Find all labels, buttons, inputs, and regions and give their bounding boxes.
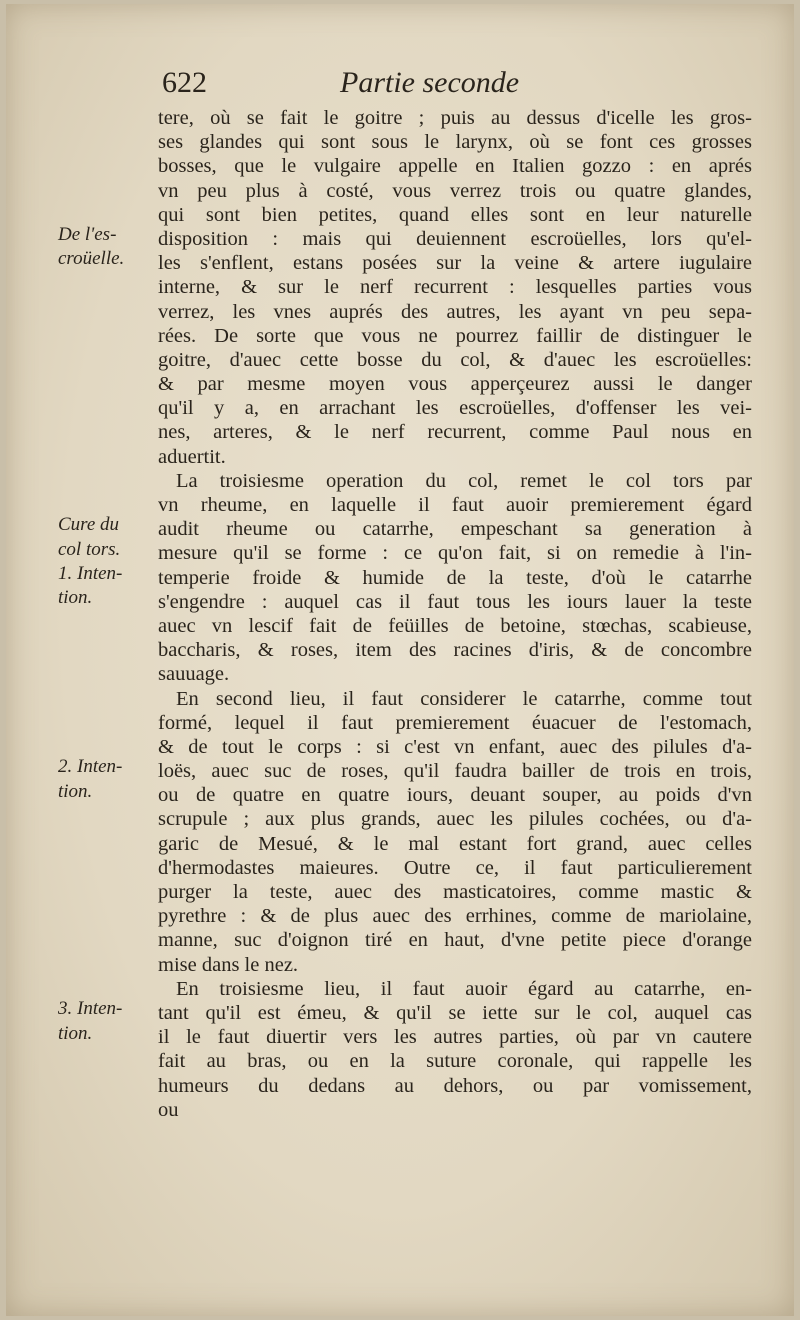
text-line: tant qu'il est émeu, & qu'il se iette sur le col, auquel cas [158, 1001, 752, 1024]
body-text [158, 106, 752, 1122]
text-line: rées. De sorte que vous ne pourrez faillir de distinguer le [158, 324, 752, 347]
margin-note: tion. [58, 1022, 93, 1044]
text-line: interne, & sur le nerf recurrent : lesquelles parties vous [158, 276, 752, 299]
text-line: temperie froide & humide de la teste, d'où le catarrhe [158, 566, 752, 589]
text-line: humeurs du dedans au dehors, ou par vomissement, [158, 1074, 752, 1097]
text-line: sauuage. [158, 663, 230, 686]
text-line: tere, où se fait le goitre ; puis au dessus d'icelle les gros- [158, 107, 752, 129]
margin-note: tion. [58, 587, 93, 608]
text-line: mesure qu'il se forme : ce qu'on fait, si on remedie à l'in- [158, 542, 752, 565]
margin-note: tion. [58, 780, 93, 802]
text-line: baccharis, & roses, item des racines d'iris, & de concombre [158, 639, 752, 662]
margin-note: croüelle. [58, 248, 125, 270]
page-number: 622 [162, 66, 207, 99]
text-line: qu'il y a, en arrachant les escroüelles, d'offenser les vei- [158, 397, 752, 420]
text-line: verrez, les vnes auprés des autres, les ayant vn peu sepa- [158, 300, 752, 323]
text-line: auec vn lescif fait de feüilles de betoine, stœchas, scabieuse, [158, 614, 752, 637]
text-line: loës, auec suc de roses, qu'il faudra bailler de trois en trois, [158, 760, 752, 783]
text-line: ses glandes qui sont sous le larynx, où se font ces grosses [158, 131, 752, 154]
text-line: il le faut diuertir vers les autres parties, où par vn cautere [158, 1026, 752, 1049]
text-line: goitre, d'auec cette bosse du col, & d'auec les escroüelles: [158, 348, 752, 371]
margin-note: col tors. [58, 538, 121, 560]
text-line: En second lieu, il faut considerer le catarrhe, comme tout [176, 687, 752, 710]
margin-note: De l'es- [58, 224, 117, 245]
text-line: garic de Mesué, & le mal estant fort grand, auec celles [158, 832, 752, 855]
margin-note: 3. Inten- [58, 998, 123, 1020]
text-line: fait au bras, ou en la suture coronale, qui rappelle les [158, 1050, 752, 1073]
text-line: scrupule ; aux plus grands, auec les pilules cochées, ou d'a- [158, 808, 752, 831]
text-line: s'engendre : auquel cas il faut tous les iours lauer la teste [158, 590, 752, 613]
text-line: La troisiesme operation du col, remet le col tors par [176, 469, 752, 492]
margin-note: 2. Inten- [58, 756, 123, 778]
text-line: formé, lequel il faut premierement éuacuer de l'estomach, [158, 711, 752, 734]
text-line: ou [158, 1098, 179, 1121]
text-line: manne, suc d'oignon tiré en haut, d'vne petite piece d'orange [158, 929, 752, 952]
margin-note: Cure du [58, 514, 120, 536]
text-line: mise dans le nez. [158, 953, 299, 976]
text-line: bosses, que le vulgaire appelle en Italien gozzo : en aprés [158, 155, 752, 178]
text-line: aduertit. [158, 445, 226, 468]
text-line: purger la teste, auec des masticatoires, comme mastic & [158, 881, 752, 903]
text-line: & de tout le corps : si c'est vn enfant, auec des pilules d'a- [158, 735, 752, 758]
text-line: pyrethre : & de plus auec des errhines, comme de mariolaine, [158, 905, 752, 928]
text-line: & par mesme moyen vous apperçeurez aussi le danger [158, 373, 752, 396]
text-line: vn peu plus à costé, vous verrez trois ou quatre glandes, [158, 179, 752, 202]
running-head: Partie seconde [340, 66, 520, 99]
text-line: qui sont bien petites, quand elles sont en leur naturelle [158, 203, 752, 226]
text-line: En troisiesme lieu, il faut auoir égard au catarrhe, en- [176, 977, 752, 1000]
text-line: disposition : mais qui deuiennent escroüelles, lors qu'el- [158, 227, 752, 250]
text-line: les s'enflent, estans posées sur la veine & artere iugulaire [158, 252, 752, 275]
margin-note: 1. Inten- [58, 562, 123, 584]
page-header [0, 66, 800, 106]
text-line: ou de quatre en quatre iours, deuant souper, au poids d'vn [158, 784, 752, 807]
text-line: audit rheume ou catarrhe, empeschant sa generation à [158, 518, 752, 541]
text-line: d'hermodastes maieures. Outre ce, il faut particulierement [158, 856, 752, 879]
text-line: vn rheume, en laquelle il faut auoir premierement égard [158, 494, 752, 516]
text-line: nes, arteres, & le nerf recurrent, comme Paul nous en [158, 421, 752, 444]
